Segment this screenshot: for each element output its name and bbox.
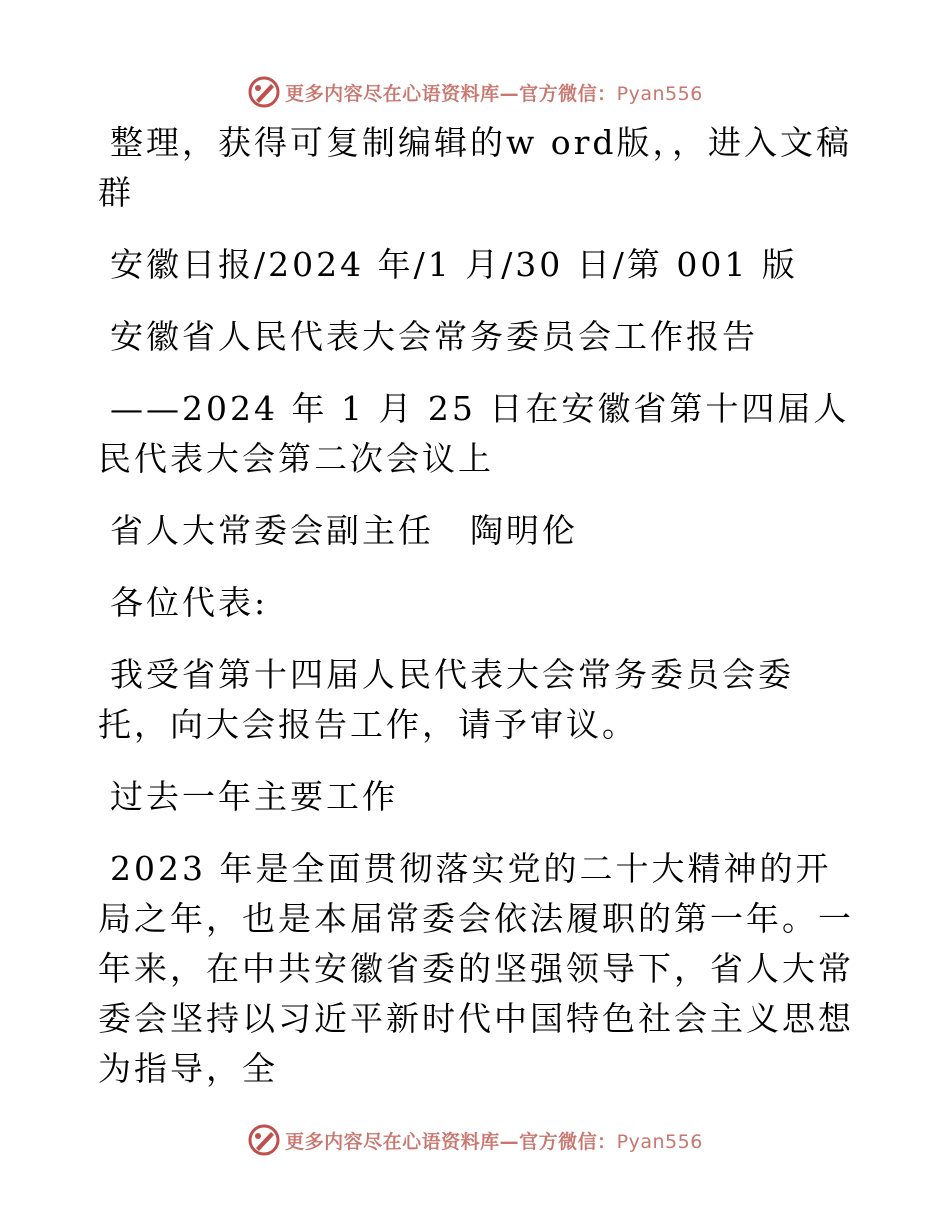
paragraph-body: 2023 年是全面贯彻落实党的二十大精神的开局之年，也是本届常委会依法履职的第一年。一年来，在中共安徽省委的坚强领导下，省人大常委会坚持以习近平新时代中国特色社会主义思想为指导，全 [98,849,854,1088]
header-watermark [0,72,950,112]
watermark-text: 更多内容尽在心语资料库—官方微信：Pyan556 [285,1130,703,1153]
pen-logo-icon [247,1123,281,1157]
pen-logo-icon [247,75,281,109]
footer-watermark [0,1120,950,1160]
watermark-text: 更多内容尽在心语资料库—官方微信：Pyan556 [285,82,703,105]
report-title: 安徽省人民代表大会常务委员会工作报告 [110,317,758,356]
salutation: 各位代表: [110,583,269,622]
paragraph-source: 安徽日报/2024 年/1 月/30 日/第 001 版 [110,245,798,284]
paragraph-note: 整理，获得可复制编辑的w ord版，，进入文稿群 [98,123,853,212]
report-subtitle: ——2024 年 1 月 25 日在安徽省第十四届人民代表大会第二次会议上 [98,389,850,478]
report-author: 省人大常委会副主任 陶明伦 [110,511,578,550]
paragraph-intro: 我受省第十四届人民代表大会常务委员会委托，向大会报告工作，请予审议。 [98,655,794,744]
document-body [98,118,858,1116]
section-heading: 过去一年主要工作 [110,777,398,816]
